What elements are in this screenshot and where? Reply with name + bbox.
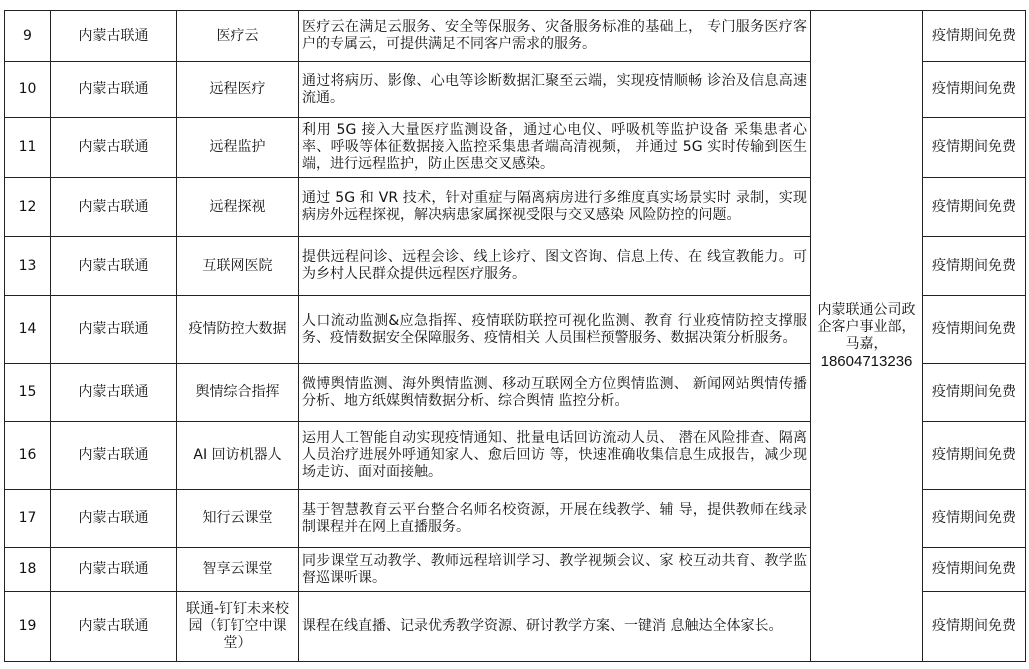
- fee-cell: 疫情期间免费: [923, 11, 1026, 62]
- fee-cell: 疫情期间免费: [923, 592, 1026, 662]
- fee-cell: 疫情期间免费: [923, 178, 1026, 237]
- description-cell: 通过将病历、影像、心电等诊断数据汇聚至云端，实现疫情顺畅 诊治及信息高速流通。: [299, 62, 811, 118]
- org-cell: 内蒙古联通: [51, 364, 177, 422]
- product-cell: AI 回访机器人: [177, 422, 299, 490]
- row-number: 17: [5, 490, 51, 548]
- org-cell: 内蒙古联通: [51, 118, 177, 178]
- description-cell: 运用人工智能自动实现疫情通知、批量电话回访流动人员、 潜在风险排查、隔离人员治疗进展外呼通知家人、愈后回访 等，快速准确收集信息生成报告，减少现场走访、面对面接触。: [299, 422, 811, 490]
- org-cell: 内蒙古联通: [51, 11, 177, 62]
- product-cell: 舆情综合指挥: [177, 364, 299, 422]
- fee-cell: 疫情期间免费: [923, 364, 1026, 422]
- description-cell: 基于智慧教育云平台整合名师名校资源，开展在线教学、辅 导，提供教师在线录制课程并在网上直播服务。: [299, 490, 811, 548]
- description-cell: 通过 5G 和 VR 技术，针对重症与隔离病房进行多维度真实场景实时 录制，实现病房外远程探视，解决病患家属探视受限与交叉感染 风险防控的问题。: [299, 178, 811, 237]
- product-cell: 疫情防控大数据: [177, 296, 299, 364]
- description-cell: 利用 5G 接入大量医疗监测设备，通过心电仪、呼吸机等监护设备 采集患者心率、呼吸等体征数据接入监控采集患者端高清视频， 并通过 5G 实时传输到医生端，进行远程监护，防止医患交叉感染。: [299, 118, 811, 178]
- row-number: 19: [5, 592, 51, 662]
- product-cell: 远程医疗: [177, 62, 299, 118]
- product-cell: 远程探视: [177, 178, 299, 237]
- row-number: 9: [5, 11, 51, 62]
- fee-cell: 疫情期间免费: [923, 237, 1026, 296]
- row-number: 14: [5, 296, 51, 364]
- row-number: 12: [5, 178, 51, 237]
- product-cell: 互联网医院: [177, 237, 299, 296]
- fee-cell: 疫情期间免费: [923, 422, 1026, 490]
- fee-cell: 疫情期间免费: [923, 548, 1026, 592]
- description-cell: 同步课堂互动教学、教师远程培训学习、教学视频会议、家 校互动共育、教学监督巡课听课。: [299, 548, 811, 592]
- fee-cell: 疫情期间免费: [923, 62, 1026, 118]
- contact-cell: [811, 11, 923, 662]
- product-cell: 远程监护: [177, 118, 299, 178]
- contact-text: 内蒙联通公司政企客户事业部，马嘉，: [817, 301, 916, 352]
- fee-cell: 疫情期间免费: [923, 296, 1026, 364]
- table-row: [5, 11, 1026, 62]
- service-table: [4, 10, 1026, 662]
- product-cell: 医疗云: [177, 11, 299, 62]
- contact-phone: 18604713236: [820, 352, 913, 370]
- product-cell: 知行云课堂: [177, 490, 299, 548]
- row-number: 10: [5, 62, 51, 118]
- description-cell: 课程在线直播、记录优秀教学资源、研讨教学方案、一键消 息触达全体家长。: [299, 592, 811, 662]
- description-cell: 微博舆情监测、海外舆情监测、移动互联网全方位舆情监测、 新闻网站舆情传播分析、地方纸媒舆情数据分析、综合舆情 监控分析。: [299, 364, 811, 422]
- description-cell: 医疗云在满足云服务、安全等保服务、灾备服务标准的基础上， 专门服务医疗客户的专属云，可提供满足不同客户需求的服务。: [299, 11, 811, 62]
- org-cell: 内蒙古联通: [51, 178, 177, 237]
- row-number: 13: [5, 237, 51, 296]
- org-cell: 内蒙古联通: [51, 592, 177, 662]
- org-cell: 内蒙古联通: [51, 62, 177, 118]
- org-cell: 内蒙古联通: [51, 490, 177, 548]
- fee-cell: 疫情期间免费: [923, 490, 1026, 548]
- org-cell: 内蒙古联通: [51, 237, 177, 296]
- description-cell: 提供远程问诊、远程会诊、线上诊疗、图文咨询、信息上传、在 线宣教能力。可为乡村人民群众提供远程医疗服务。: [299, 237, 811, 296]
- row-number: 16: [5, 422, 51, 490]
- product-cell: 智享云课堂: [177, 548, 299, 592]
- row-number: 11: [5, 118, 51, 178]
- row-number: 15: [5, 364, 51, 422]
- row-number: 18: [5, 548, 51, 592]
- description-cell: 人口流动监测&应急指挥、疫情联防联控可视化监测、教育 行业疫情防控支撑服务、疫情数据安全保障服务、疫情相关 人员围栏预警服务、数据决策分析服务。: [299, 296, 811, 364]
- fee-cell: 疫情期间免费: [923, 118, 1026, 178]
- org-cell: 内蒙古联通: [51, 422, 177, 490]
- org-cell: 内蒙古联通: [51, 296, 177, 364]
- product-cell: 联通-钉钉未来校园（钉钉空中课堂）: [177, 592, 299, 662]
- org-cell: 内蒙古联通: [51, 548, 177, 592]
